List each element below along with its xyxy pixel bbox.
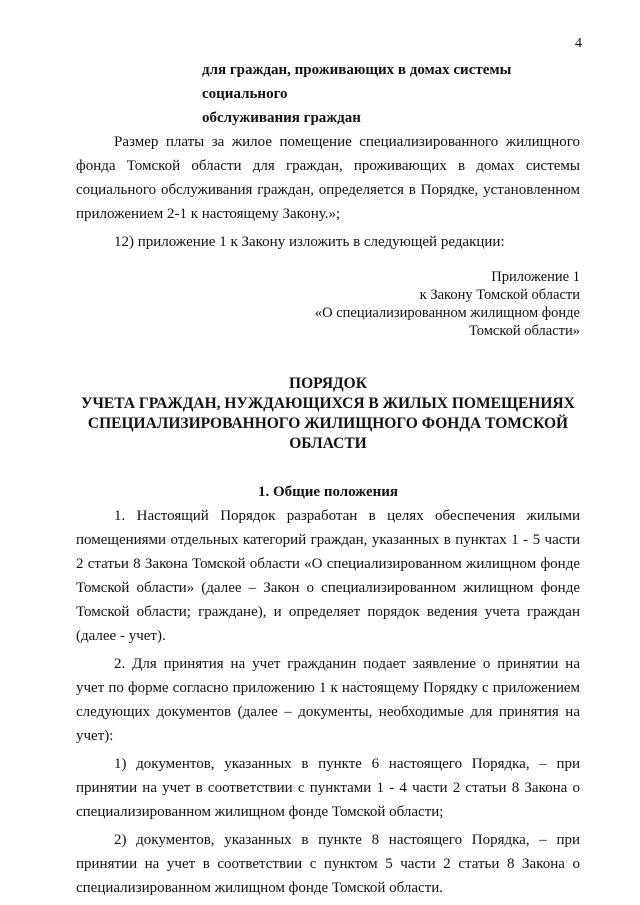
paragraph-clause-1: 1. Настоящий Порядок разработан в целях обеспечения жилыми помещениями отдельных категорий граждан, указанных в пунктах 1 - 5 части 2 статьи 8 Закона Томской области «О специализированном жилищном фонде Томской области» (далее – Закон о специализированном жилищном фонде Томской области; граждане), и определяет порядок ведения учета граждан (далее - учет). bbox=[76, 508, 580, 644]
section-title: 1. Общие положения bbox=[257, 484, 399, 500]
paragraph-clause-2: 2. Для принятия на учет гражданин подает заявление о принятии на учет по форме согласно приложению 1 к настоящему Порядку с приложением следующих документов (далее – документы, необходимые для принятия на учет): bbox=[76, 656, 580, 744]
document-title-line: ПОРЯДОК bbox=[289, 375, 367, 392]
page-number: 4 bbox=[575, 36, 582, 51]
paragraph-amendment-12: 12) приложение 1 к Закону изложить в следующей редакции: bbox=[114, 234, 505, 250]
intro-heading-line: обслуживания граждан bbox=[202, 110, 361, 126]
appendix-reference-line: к Закону Томской области bbox=[419, 287, 580, 303]
paragraph-subclause-1: 1) документов, указанных в пункте 6 настоящего Порядка, – при принятии на учет в соответствии с пунктами 1 - 4 части 2 статьи 8 Закона о специализированном жилищном фонде Томской области; bbox=[76, 756, 580, 820]
appendix-reference-line: «О специализированном жилищном фонде bbox=[314, 305, 580, 321]
appendix-reference-line: Приложение 1 bbox=[491, 269, 580, 285]
document-content bbox=[76, 58, 580, 900]
intro-heading-line: для граждан, проживающих в домах системы социального bbox=[202, 62, 512, 102]
document-title bbox=[76, 374, 580, 454]
document-title-line: СПЕЦИАЛИЗИРОВАННОГО ЖИЛИЩНОГО ФОНДА ТОМСКОЙ bbox=[87, 415, 569, 432]
appendix-reference-line: Томской области» bbox=[468, 323, 580, 339]
paragraph-fee-size: Размер платы за жилое помещение специализированного жилищного фонда Томской области для граждан, проживающих в домах системы социального обслуживания граждан, определяется в Порядке, установленном приложением 2-1 к настоящему Закону.»; bbox=[76, 134, 580, 222]
intro-heading bbox=[202, 58, 580, 130]
document-title-line: УЧЕТА ГРАЖДАН, НУЖДАЮЩИХСЯ В ЖИЛЫХ ПОМЕЩЕНИЯХ bbox=[81, 395, 575, 412]
appendix-reference bbox=[76, 268, 580, 340]
document-title-line: ОБЛАСТИ bbox=[289, 435, 367, 452]
paragraph-subclause-2: 2) документов, указанных в пункте 8 настоящего Порядка, – при принятии на учет в соответствии с пунктом 5 части 2 статьи 8 Закона о специализированном жилищном фонде Томской области. bbox=[76, 832, 580, 896]
